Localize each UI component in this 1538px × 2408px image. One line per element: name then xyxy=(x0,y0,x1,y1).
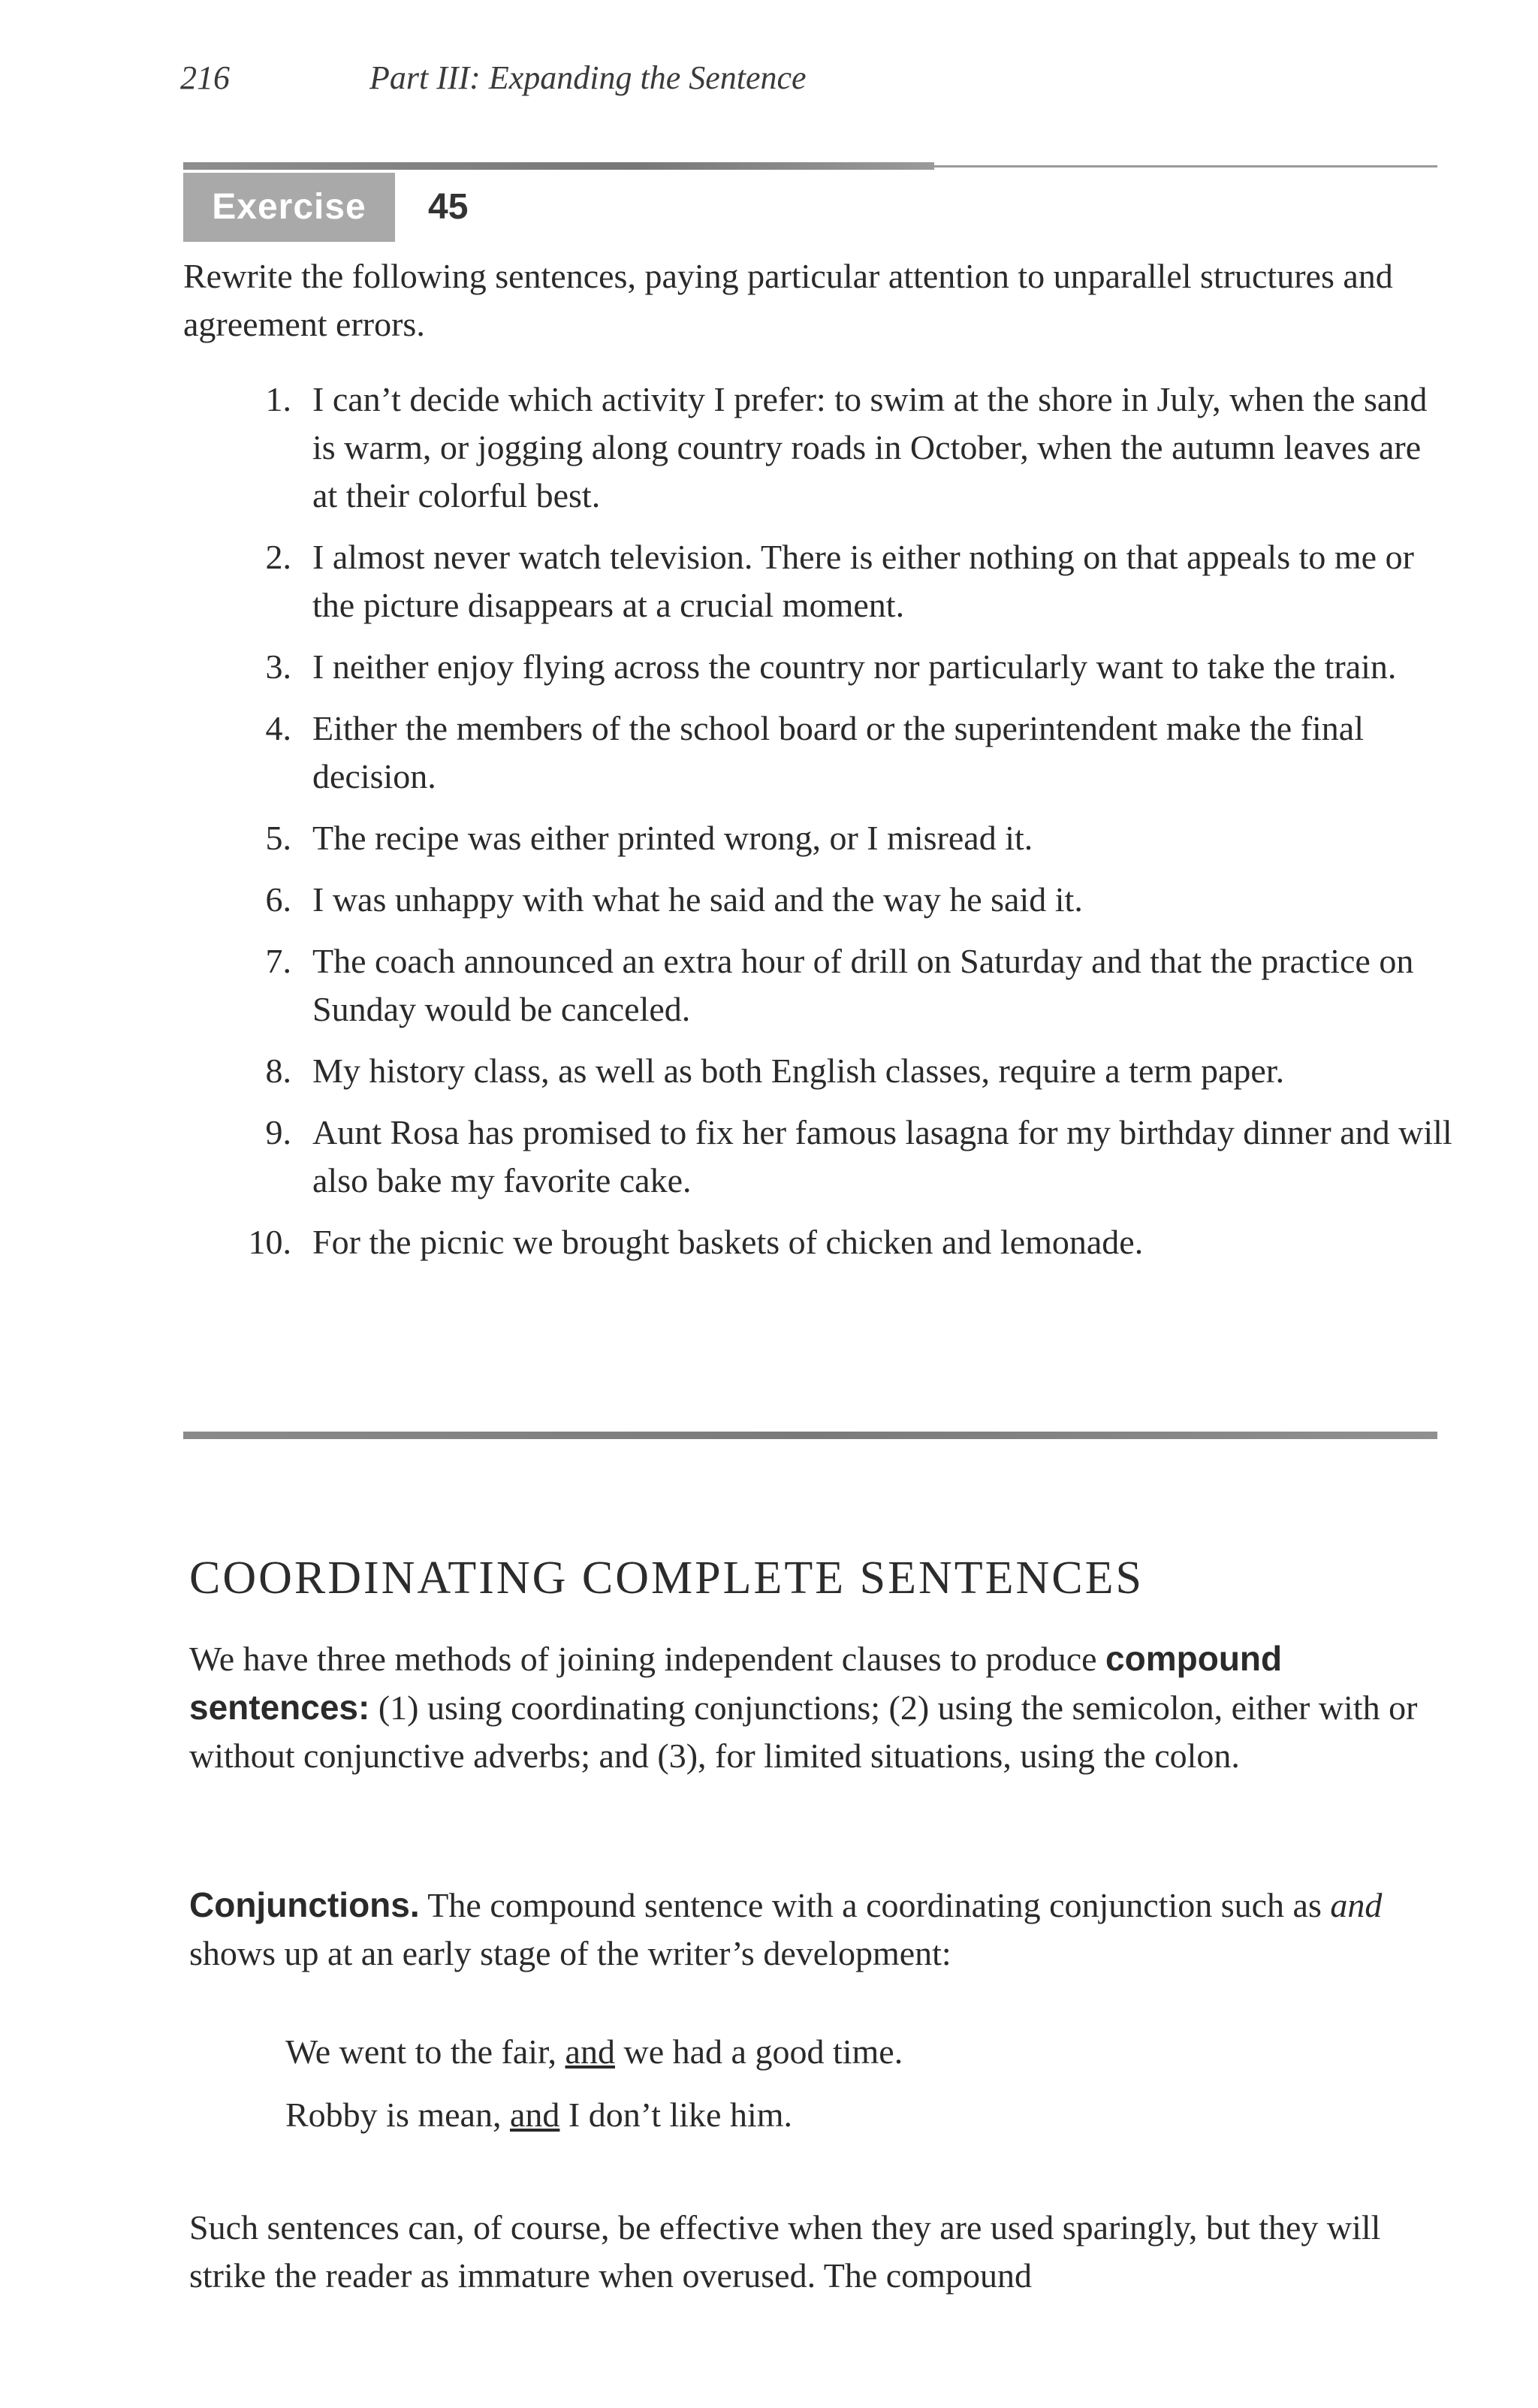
exercise-item xyxy=(0,376,1454,520)
paragraph-conjunctions xyxy=(189,1881,1445,1978)
item-number: 3. xyxy=(265,647,291,686)
paragraph-usage: Such sentences can, of course, be effective when they are used sparingly, but they will strike the reader as immature when overused. The compound xyxy=(189,2208,1381,2295)
para-text: The compound sentence with a coordinating conjunction such as xyxy=(419,1886,1331,1924)
item-number: 5. xyxy=(265,819,291,857)
exercise-list xyxy=(0,376,1538,1280)
item-text: The recipe was either printed wrong, or I misread it. xyxy=(312,819,1033,857)
exercise-instructions: Rewrite the following sentences, paying particular attention to unparallel structures and agreement errors. xyxy=(183,257,1393,343)
item-text: I almost never watch television. There is either nothing on that appeals to me or the picture disappears at a crucial moment. xyxy=(312,538,1414,624)
item-text: For the picnic we brought baskets of chicken and lemonade. xyxy=(312,1223,1144,1261)
example-sentence xyxy=(285,2091,792,2139)
exercise-item xyxy=(0,937,1454,1034)
item-text: I neither enjoy flying across the country nor particularly want to take the train. xyxy=(312,647,1397,686)
exercise-item xyxy=(0,643,1454,691)
item-text: The coach announced an extra hour of drill on Saturday and that the practice on Sunday would be canceled. xyxy=(312,942,1414,1028)
item-number: 1. xyxy=(265,380,291,418)
item-text: I was unhappy with what he said and the way he said it. xyxy=(312,880,1083,919)
example-text: We went to the fair, xyxy=(285,2032,565,2071)
para-text: shows up at an early stage of the writer’s development: xyxy=(189,1934,951,1972)
example-sentence xyxy=(285,2028,903,2076)
exercise-item xyxy=(0,1109,1454,1205)
example-text: Robby is mean, xyxy=(285,2096,510,2134)
bold-term: Conjunctions. xyxy=(189,1885,420,1924)
item-text: Aunt Rosa has promised to fix her famous lasagna for my birthday dinner and will also bake my favorite cake. xyxy=(312,1113,1452,1199)
item-number: 8. xyxy=(265,1052,291,1090)
exercise-item xyxy=(0,705,1454,801)
underlined-conjunction: and xyxy=(565,2032,615,2071)
item-number: 10. xyxy=(248,1223,291,1261)
example-text: I don’t like him. xyxy=(559,2096,793,2134)
para-text: We have three methods of joining independent clauses to produce xyxy=(189,1640,1106,1678)
italic-term: and xyxy=(1330,1886,1383,1924)
item-number: 7. xyxy=(265,942,291,980)
section-heading: COORDINATING COMPLETE SENTENCES xyxy=(189,1553,1144,1604)
exercise-item xyxy=(0,814,1454,862)
item-text: Either the members of the school board or the superintendent make the final decision. xyxy=(312,709,1364,795)
item-text: I can’t decide which activity I prefer: to swim at the shore in July, when the sand is warm, or jogging along country roads in October, when the autumn leaves are at their colorful best. xyxy=(312,380,1428,514)
exercise-number: 45 xyxy=(428,187,469,227)
exercise-item xyxy=(0,876,1454,924)
exercise-item xyxy=(0,1047,1454,1095)
underlined-conjunction: and xyxy=(509,2096,560,2134)
item-text: My history class, as well as both English classes, require a term paper. xyxy=(312,1052,1285,1090)
item-number: 6. xyxy=(265,880,291,919)
exercise-label: Exercise xyxy=(183,173,395,242)
example-text: we had a good time. xyxy=(614,2032,903,2071)
bold-term: compound sentences: xyxy=(189,1639,1283,1727)
exercise-item xyxy=(0,533,1454,629)
item-number: 2. xyxy=(265,538,291,576)
part-title: Part III: Expanding the Sentence xyxy=(369,59,807,96)
page-number: 216 xyxy=(180,59,230,96)
exercise-item xyxy=(0,1218,1454,1266)
exercise-bottom-rule xyxy=(183,1432,1437,1439)
exercise-top-rule xyxy=(183,162,1437,170)
item-number: 9. xyxy=(265,1113,291,1151)
running-head xyxy=(180,59,807,97)
para-text: (1) using coordinating conjunctions; (2) using the semicolon, either with or without conjunctive adverbs; and (3), for limited situations, using the colon. xyxy=(189,1688,1418,1775)
item-number: 4. xyxy=(265,709,291,747)
paragraph-intro xyxy=(189,1634,1445,1780)
